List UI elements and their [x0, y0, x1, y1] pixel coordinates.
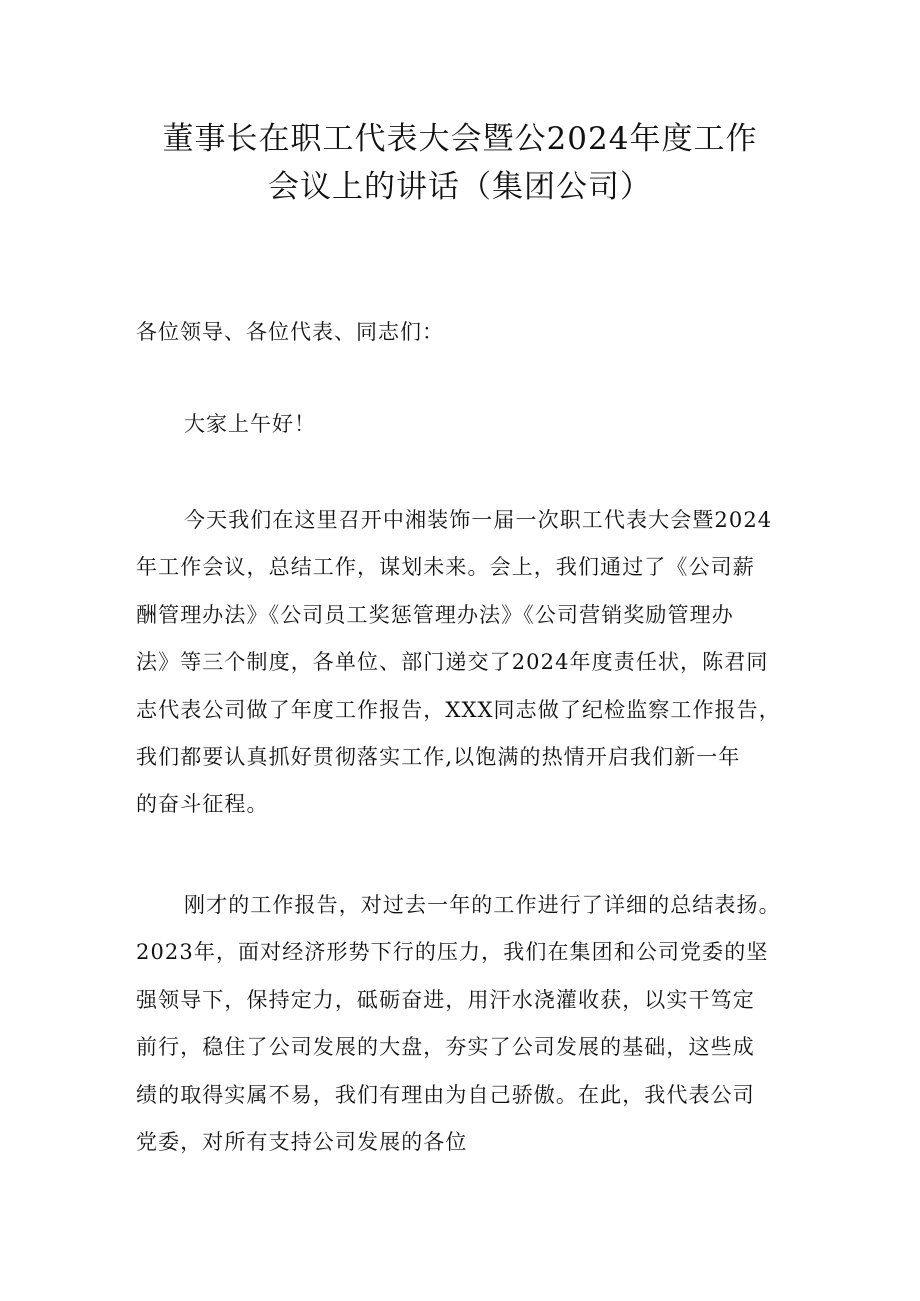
paragraph-line: 志代表公司做了年度工作报告，XXX同志做了纪检监察工作报告， — [136, 697, 781, 722]
paragraph-line: 刚才的工作报告，对过去一年的工作进行了详细的总结表扬。 — [184, 893, 781, 917]
paragraph-line: 前行，稳住了公司发展的大盘，夯实了公司发展的基础，这些成 — [136, 1035, 755, 1060]
paragraph-line: 法》等三个制度，各单位、部门递交了2024年度责任状，陈君同 — [136, 650, 769, 675]
title-line: 会议上的讲话（集团公司） — [268, 169, 652, 205]
document-title — [120, 115, 800, 211]
paragraph-line: 酬管理办法》《公司员工奖惩管理办法》《公司营销奖励管理办 — [136, 602, 734, 627]
paragraph-2 — [136, 882, 802, 1166]
paragraph-1 — [136, 497, 802, 829]
paragraph-line: 的奋斗征程。 — [136, 792, 269, 817]
paragraph-line: 我们都要认真抓好贯彻落实工作,以饱满的热情开启我们新一年 — [136, 745, 741, 770]
paragraph-line: 党委，对所有支持公司发展的各位 — [136, 1130, 468, 1155]
paragraph-line: 2023年，面对经济形势下行的压力，我们在集团和公司党委的坚 — [136, 940, 769, 965]
paragraph-line: 年工作会议，总结工作，谋划未来。会上，我们通过了《公司薪 — [136, 555, 755, 580]
paragraph-line: 今天我们在这里召开中湘装饰一届一次职工代表大会暨2024 — [184, 508, 773, 532]
title-line: 董事长在职工代表大会暨公2024年度工作 — [162, 121, 758, 157]
paragraph-line: 绩的取得实属不易，我们有理由为自己骄傲。在此，我代表公司 — [136, 1082, 755, 1107]
salutation: 各位领导、各位代表、同志们： — [136, 320, 444, 344]
paragraph-line: 强领导下，保持定力，砥砺奋进，用汗水浇灌收获，以实干笃定 — [136, 987, 755, 1012]
greeting: 大家上午好！ — [184, 412, 316, 436]
